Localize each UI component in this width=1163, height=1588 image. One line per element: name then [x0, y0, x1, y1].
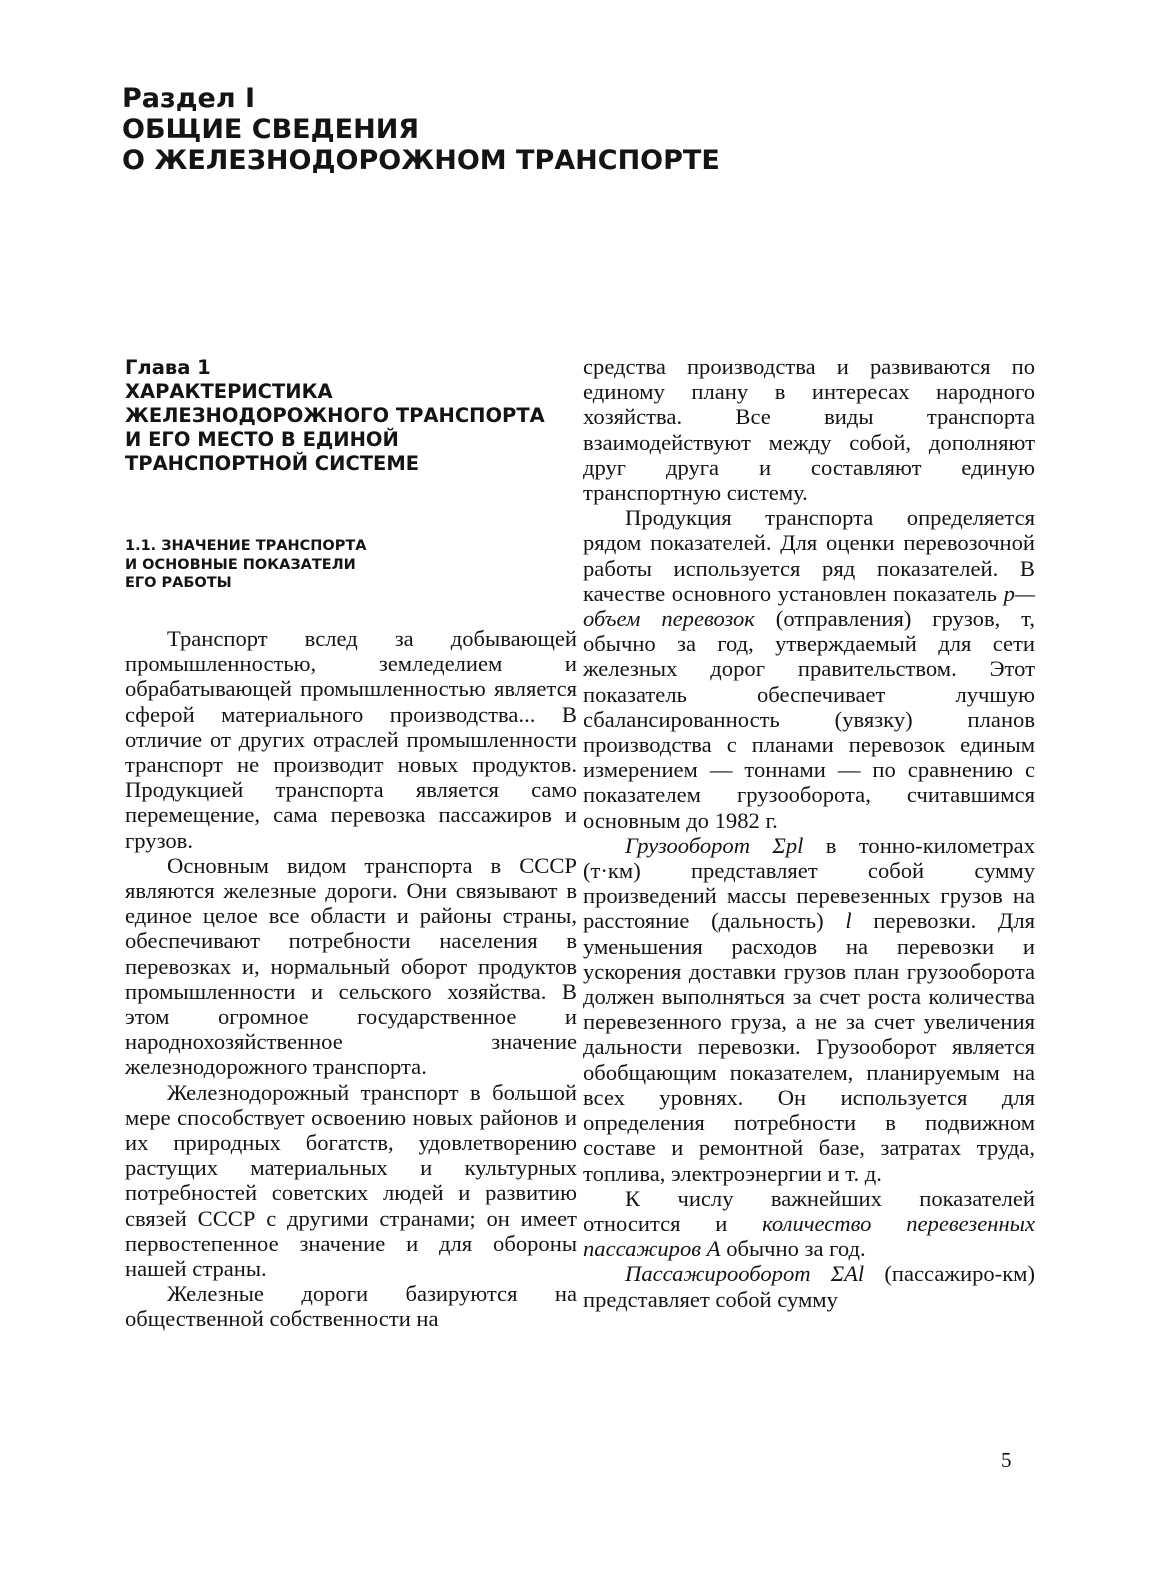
right-text-column	[583, 354, 1035, 1312]
paragraph: средства производства и развиваются по единому плану в интересах народного хозяйства. Все виды транспорта взаимодействуют между собой, дополняют друг друга и составляют единую транспортную систему.	[583, 354, 1035, 506]
paragraph	[583, 1186, 1035, 1262]
term: Грузооборот Σpl	[625, 832, 804, 858]
text-run: Продукция транспорта определяется рядом показателей. Для оценки перевозочной работы используется ряд показателей. В качестве основного установлен показатель	[583, 505, 1035, 606]
chapter-title-line: ТРАНСПОРТНОЙ СИСТЕМЕ	[125, 452, 420, 475]
subsection-title-line: И ОСНОВНЫЕ ПОКАЗАТЕЛИ	[125, 556, 356, 573]
paragraph	[583, 505, 1035, 833]
section-label: Раздел I	[122, 83, 256, 114]
text-run: в тонно-километрах (т·км) представляет собой сумму произведений массы перевезенных грузов на расстояние (дальность)	[583, 832, 1035, 934]
term: количество перевезенных пассажиров A	[583, 1210, 1035, 1262]
chapter-heading	[125, 356, 585, 476]
chapter-title-line: ХАРАКТЕРИСТИКА	[125, 380, 333, 403]
symbol: p—	[1003, 580, 1035, 606]
section-title-line-1: ОБЩИЕ СВЕДЕНИЯ	[122, 114, 420, 145]
paragraph: Железные дороги базируются на общественной собственности на	[125, 1281, 577, 1332]
chapter-label: Глава 1	[125, 356, 211, 379]
section-heading	[122, 83, 822, 176]
term: Пассажирооборот ΣAl	[625, 1261, 865, 1287]
paragraph: Транспорт вслед за добывающей промышленностью, земледелием и обрабатывающей промышленностью является сферой материального производства... В отличие от других отраслей промышленности транспорт не производит новых продуктов. Продукцией транспорта является само перемещение, сама перевозка пассажиров и грузов.	[125, 626, 577, 853]
text-run: обычно за год.	[726, 1236, 866, 1262]
paragraph: Железнодорожный транспорт в большой мере способствует освоению новых районов и их природных богатств, удовлетворению растущих материальных и культурных потребностей советских людей и развитию связей СССР с другими странами; он имеет первостепенное значение и для обороны нашей страны.	[125, 1079, 577, 1282]
chapter-title-line: ЖЕЛЕЗНОДОРОЖНОГО ТРАНСПОРТА	[125, 404, 545, 427]
paragraph: Основным видом транспорта в СССР являются железные дороги. Они связывают в единое целое все области и районы страны, обеспечивают потребности населения в перевозках и, нормальный оборот продуктов промышленности и сельского хозяйства. В этом огромное государственное и народнохозяйственное значение железнодорожного транспорта.	[125, 852, 577, 1080]
text-run: (пассажиро-км) представляет собой сумму	[583, 1261, 1035, 1312]
chapter-title-line: И ЕГО МЕСТО В ЕДИНОЙ	[125, 428, 399, 451]
text-run: (отправления) грузов, т, обычно за год, утверждаемый для сети железных дорог правительством. Этот показатель обеспечивает лучшую сбалансированность (увязку) планов производства с планами перевозок единым измерением — тоннами — по сравнению с показателем грузооборота, считавшимся основным до 1982 г.	[583, 606, 1035, 833]
term: объем перевозок	[583, 606, 755, 632]
symbol: l	[845, 908, 852, 934]
section-title-line-2: О ЖЕЛЕЗНОДОРОЖНОМ ТРАНСПОРТЕ	[122, 145, 720, 176]
subsection-heading	[125, 537, 585, 593]
subsection-title-line: 1.1. ЗНАЧЕНИЕ ТРАНСПОРТА	[125, 538, 367, 554]
page-number: 5	[1001, 1448, 1012, 1472]
paragraph	[583, 833, 1035, 1186]
paragraph	[583, 1261, 1035, 1311]
text-run: К числу важнейших показателей относится и	[583, 1185, 1035, 1236]
text-run: перевозки. Для уменьшения расходов на перевозки и ускорения доставки грузов план грузооборота должен выполняться за счет роста количества перевезенного груза, а не за счет увеличения дальности перевозки. Грузооборот является обобщающим показателем, планируемым на всех уровнях. Он используется для определения потребности в подвижном составе и ремонтной базе, затратах труда, топлива, электроэнергии и т. д.	[583, 908, 1035, 1186]
subsection-title-line: ЕГО РАБОТЫ	[125, 575, 232, 591]
left-text-column	[125, 626, 577, 1332]
